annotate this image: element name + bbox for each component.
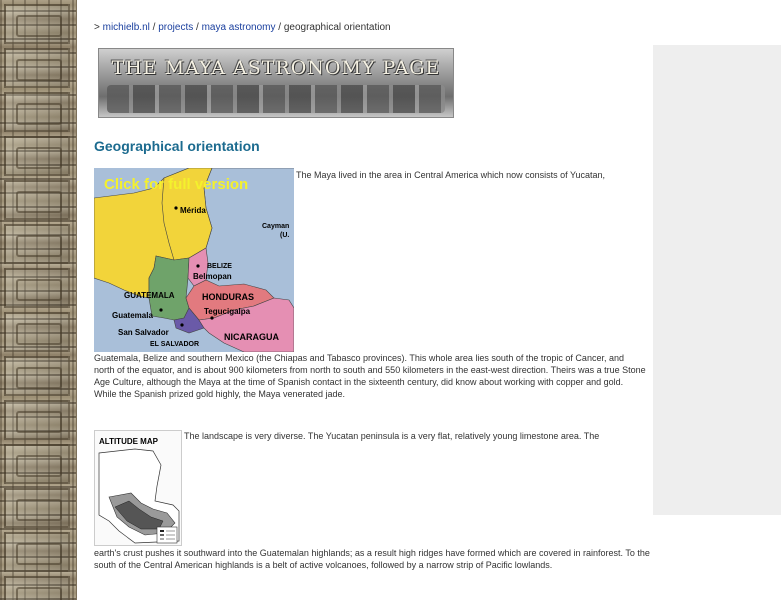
central-america-map-image	[94, 168, 294, 352]
stone-glyph	[4, 444, 70, 484]
breadcrumb-link-maya-astronomy[interactable]: maya astronomy	[201, 22, 276, 33]
altitude-map-title: ALTITUDE MAP	[99, 437, 158, 446]
paragraph-1-rest: Guatemala, Belize and southern Mexico (the Chiapas and Tabasco provinces). This whole area lies south of the tropic of Cancer, and north of the equator, and is about 900 kilometers from north to south and 550 kilometers in the east-west direction. Theirs was a true Stone Age Culture, although the Maya at the time of Spanish contact in the sixteenth century, did know about working with copper and gold. While the Spanish prized gold highly, the Maya venerated jade.	[94, 353, 646, 399]
paragraph-1-start: The Maya lived in the area in Central America which now consists of Yucatan,	[296, 170, 605, 180]
altitude-map-link[interactable]	[94, 430, 182, 546]
central-america-map-link[interactable]	[94, 168, 294, 352]
stone-glyph	[4, 576, 70, 600]
breadcrumb-separator: /	[278, 22, 282, 33]
breadcrumb-prefix: >	[94, 22, 100, 33]
stone-glyph	[4, 312, 70, 352]
stone-glyph	[4, 224, 70, 264]
stone-glyph	[4, 4, 70, 44]
stone-glyph	[4, 356, 70, 396]
banner-stone-relief	[107, 85, 445, 113]
map-label-cayman-suffix: (U.	[280, 232, 290, 239]
paragraph-2-rest: earth's crust pushes it southward into the Guatemalan highlands; as a result high ridges have formed which are covered in rainforest. To the south of the Central American highlands is a belt of active volcanoes, followed by a narrow strip of Pacific lowlands.	[94, 548, 650, 570]
breadcrumb-link-projects[interactable]: projects	[158, 22, 194, 33]
map-label-san-salvador: San Salvador	[118, 328, 169, 337]
stone-glyph	[4, 180, 70, 220]
map-label-belize: BELIZE	[207, 263, 232, 270]
map-label-guatemala-city: Guatemala	[112, 311, 153, 320]
map-label-guatemala-country: GUATEMALA	[124, 291, 175, 300]
map-label-belmopan: Belmopan	[193, 272, 232, 281]
stone-border-decoration	[0, 0, 77, 600]
altitude-map-image	[95, 431, 182, 546]
breadcrumb-separator: /	[152, 22, 156, 33]
stone-glyph	[4, 92, 70, 132]
stone-glyph	[4, 488, 70, 528]
breadcrumb-link-home[interactable]: michielb.nl	[102, 22, 150, 33]
map-label-tegucigalpa: Tegucigalpa	[204, 307, 251, 316]
map-label-merida: Mérida	[180, 206, 206, 215]
page-title: Geographical orientation	[94, 138, 260, 154]
stone-glyph	[4, 532, 70, 572]
stone-glyph	[4, 400, 70, 440]
breadcrumb-separator: /	[196, 22, 199, 33]
paragraph-2-start: The landscape is very diverse. The Yucatan peninsula is a very flat, relatively young limestone area. The	[184, 431, 600, 441]
stone-glyph	[4, 48, 70, 88]
right-side-panel	[653, 45, 781, 515]
site-banner[interactable]	[98, 48, 454, 118]
map-label-honduras: HONDURAS	[202, 292, 255, 302]
map-label-cayman: Cayman	[262, 223, 290, 230]
map-label-el-salvador: EL SALVADOR	[150, 341, 200, 348]
breadcrumb-current: geographical orientation	[283, 22, 391, 33]
map-label-nicaragua: NICARAGUA	[224, 332, 279, 342]
stone-glyph	[4, 268, 70, 308]
stone-glyph	[4, 136, 70, 176]
map-click-overlay-text: Click for full version	[104, 176, 249, 193]
breadcrumb	[94, 22, 391, 33]
banner-title: THE MAYA ASTRONOMY PAGE	[111, 57, 441, 79]
